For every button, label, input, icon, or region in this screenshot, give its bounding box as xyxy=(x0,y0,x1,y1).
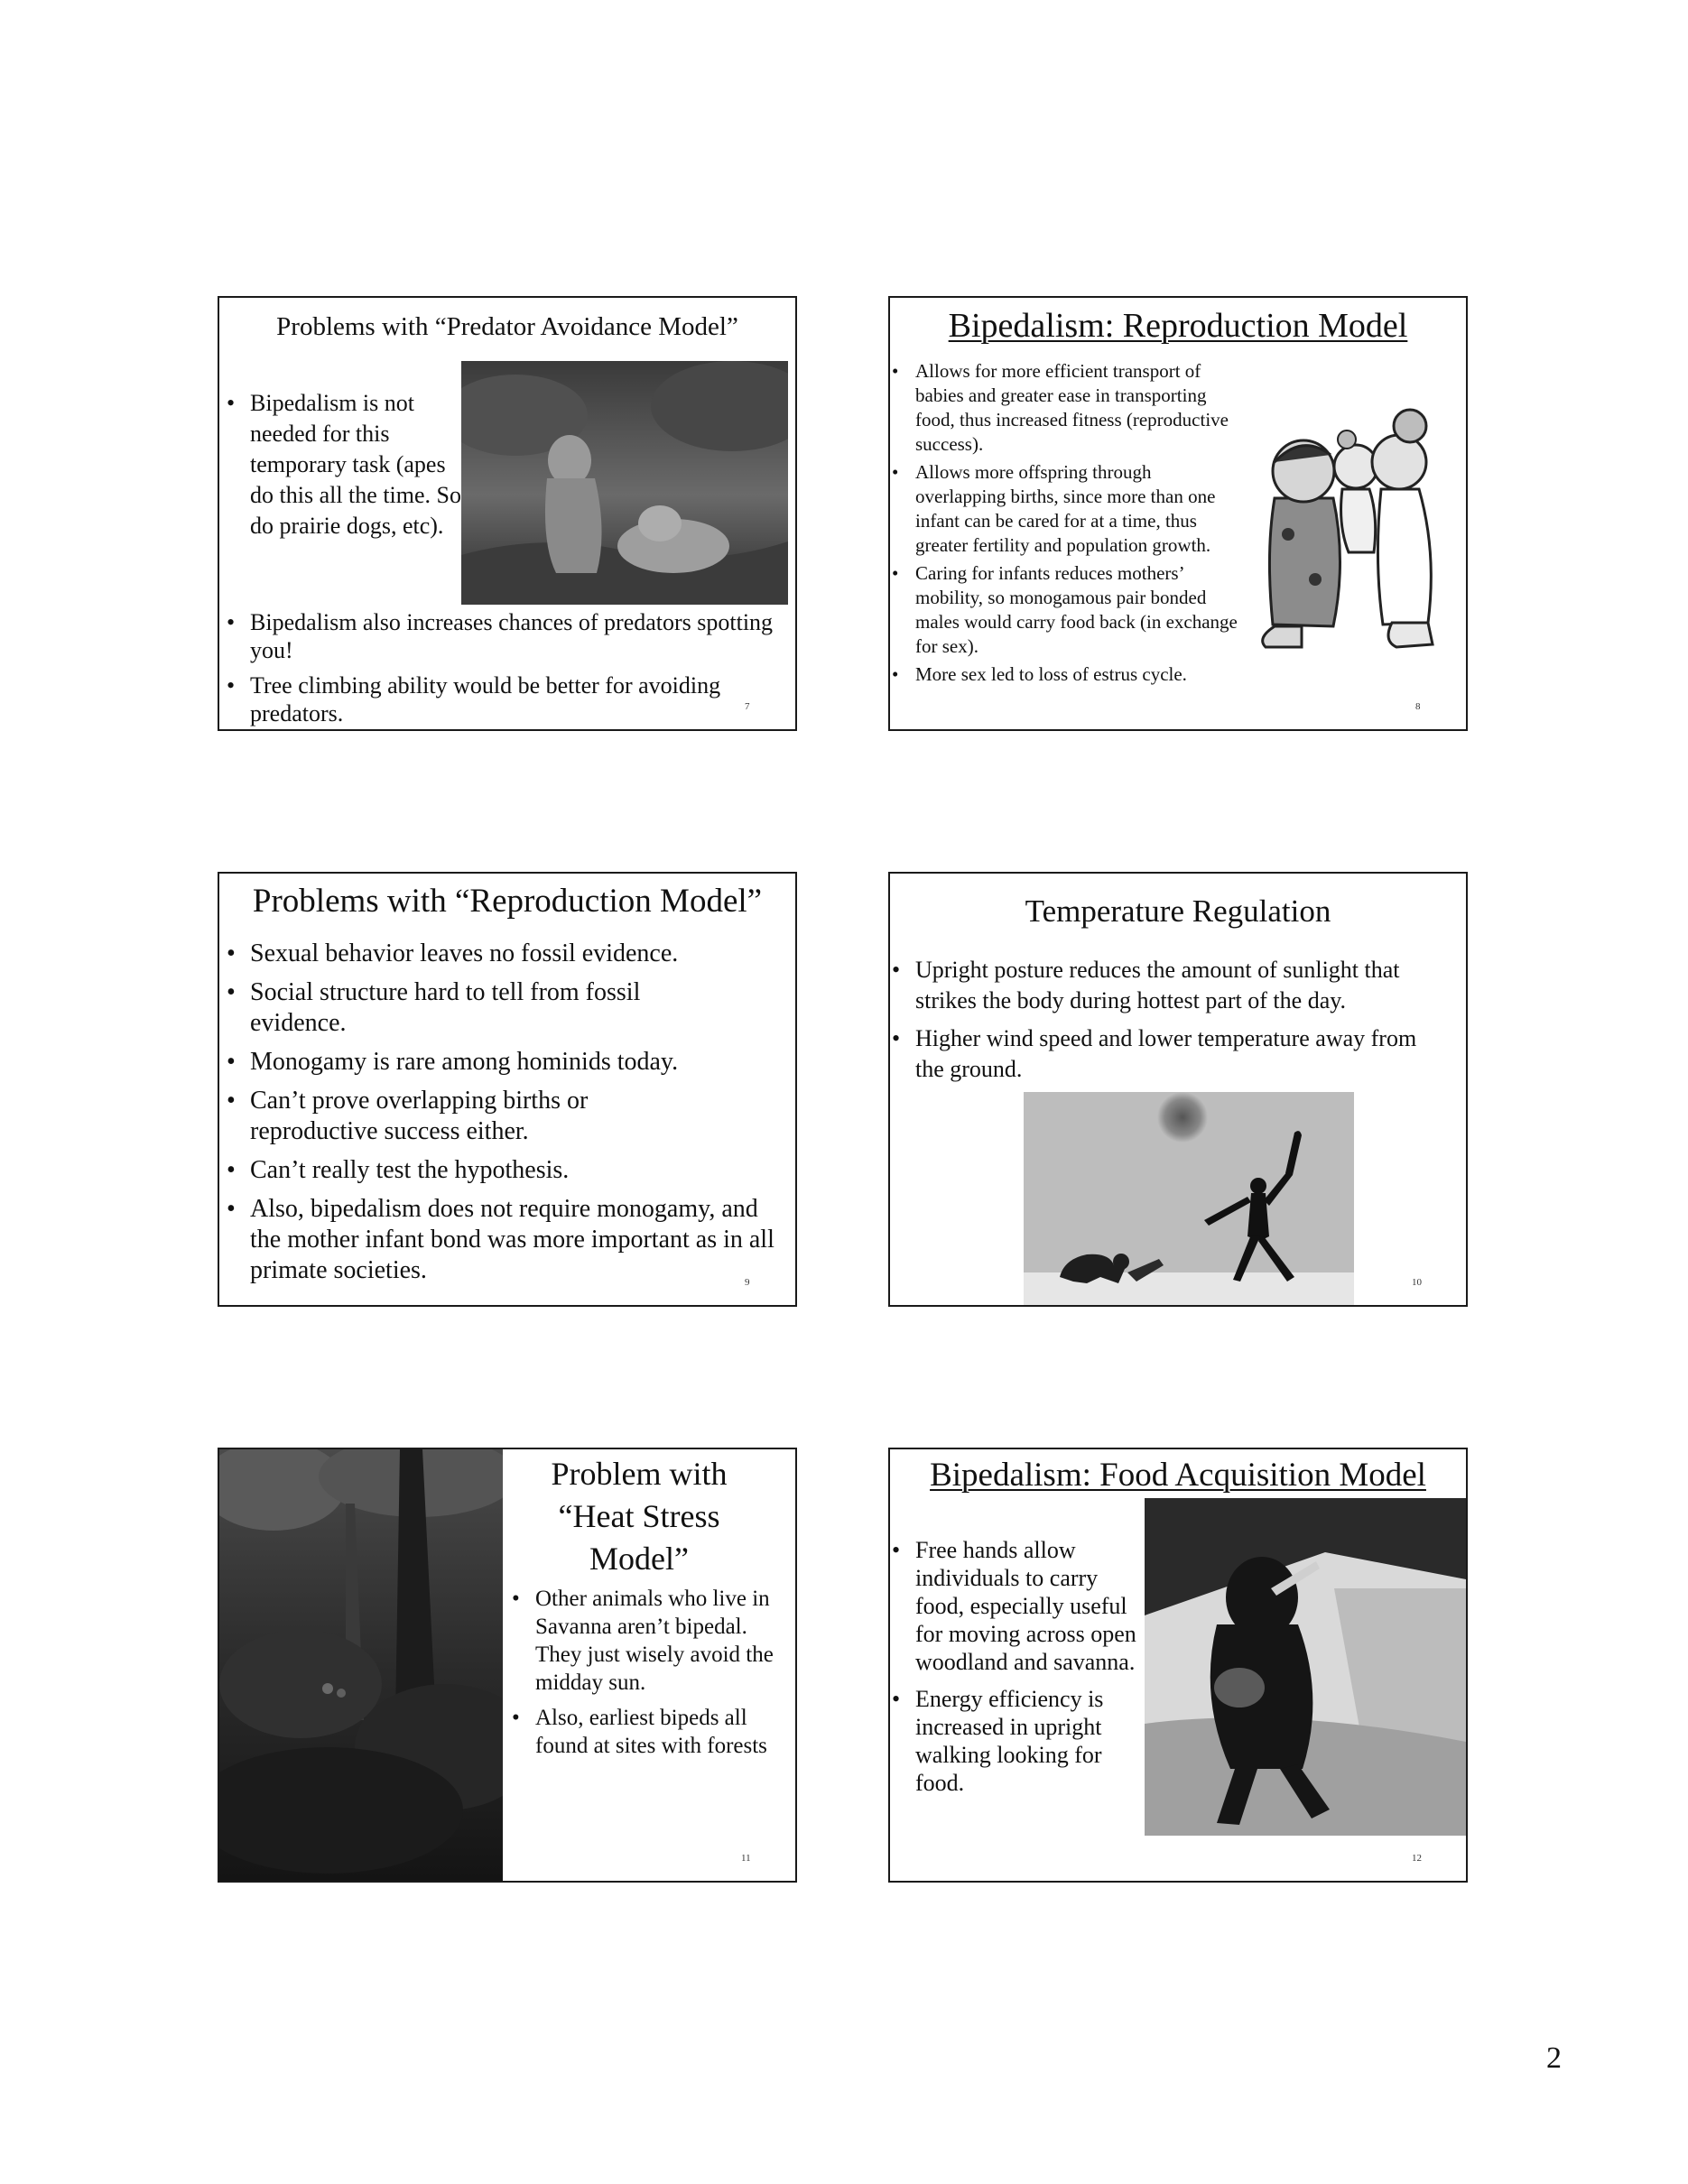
slide-title: Problems with “Predator Avoidance Model” xyxy=(276,312,738,341)
bullet-item: • Free hands allow individuals to carry food, especially useful for moving across open woodland and savanna. xyxy=(890,1536,1143,1676)
slide-10 xyxy=(888,872,1468,1307)
slide-number: 7 xyxy=(745,701,750,712)
bullet-item: • Bipedalism is not needed for this temporary task (apes do this all the time. So do prairie dogs, etc). xyxy=(225,388,461,541)
slide-title: Problem with “Heat Stress Model” xyxy=(551,1456,728,1577)
forest-photo xyxy=(219,1449,503,1881)
bullet-item: • Energy efficiency is increased in upright walking looking for food. xyxy=(890,1685,1143,1797)
slide-number: 8 xyxy=(1415,701,1421,712)
bullet-item: • Monogamy is rare among hominids today. xyxy=(225,1047,775,1078)
bullet-item: • Allows for more efficient transport of babies and greater ease in transporting food, thus increased fitness (reproductive success). xyxy=(890,359,1244,457)
slide-number: 12 xyxy=(1412,1853,1422,1864)
bullet-item: • Bipedalism also increases chances of predators spotting you! xyxy=(225,608,775,664)
slide-title: Temperature Regulation xyxy=(1025,893,1331,929)
bullet-item: • Sexual behavior leaves no fossil evidence. xyxy=(225,939,775,969)
slide-number: 11 xyxy=(741,1853,751,1864)
bullet-item: • Also, earliest bipeds all found at sites with forests xyxy=(510,1704,781,1760)
bullet-list xyxy=(510,1585,781,1760)
slide-number: 10 xyxy=(1412,1277,1422,1288)
bullet-list xyxy=(890,1536,1143,1797)
page-number: 2 xyxy=(1546,2041,1562,2075)
bullet-item: • Allows more offspring through overlapping births, since more than one infant can be cared for at a time, thus greater fertility and population growth. xyxy=(890,460,1244,558)
bullet-item: • Other animals who live in Savanna aren’t bipedal. They just wisely avoid the midday sun. xyxy=(510,1585,781,1697)
slide-12 xyxy=(888,1448,1468,1883)
slide-title: Bipedalism: Food Acquisition Model xyxy=(930,1457,1426,1494)
bullet-item: • Tree climbing ability would be better for avoiding predators. xyxy=(225,671,775,727)
bullet-list xyxy=(225,388,461,541)
prairie-dogs-photo xyxy=(461,361,788,605)
hominid-silhouettes-under-sun xyxy=(1024,1092,1354,1305)
slide-title: Problems with “Reproduction Model” xyxy=(252,883,763,920)
bullet-list xyxy=(890,359,1244,687)
slide-11 xyxy=(218,1448,797,1883)
slide-number: 9 xyxy=(745,1277,750,1288)
bullet-item: • More sex led to loss of estrus cycle. xyxy=(890,662,1294,687)
slide-title: Bipedalism: Reproduction Model xyxy=(948,307,1408,345)
flintstones-family-cartoon xyxy=(1247,399,1446,661)
bullet-list-lower xyxy=(225,608,775,727)
bullet-list xyxy=(225,939,775,1286)
bullet-list xyxy=(890,955,1459,1085)
bullet-item: • Can’t really test the hypothesis. xyxy=(225,1155,775,1186)
bullet-item: • Also, bipedalism does not require monogamy, and the mother infant bond was more important as in all primate societies. xyxy=(225,1194,783,1286)
bullet-item: • Higher wind speed and lower temperature away from the ground. xyxy=(890,1023,1421,1085)
bullet-item: • Can’t prove overlapping births or reproductive success either. xyxy=(225,1086,692,1147)
slide-7 xyxy=(218,296,797,731)
slide-9 xyxy=(218,872,797,1307)
slide-8 xyxy=(888,296,1468,731)
hominid-carrying-food-photo xyxy=(1145,1498,1466,1836)
bullet-item: • Caring for infants reduces mothers’ mobility, so monogamous pair bonded males would carry food back (in exchange for sex). xyxy=(890,561,1244,659)
bullet-item: • Upright posture reduces the amount of sunlight that strikes the body during hottest part of the day. xyxy=(890,955,1459,1016)
bullet-item: • Social structure hard to tell from fossil evidence. xyxy=(225,977,719,1039)
